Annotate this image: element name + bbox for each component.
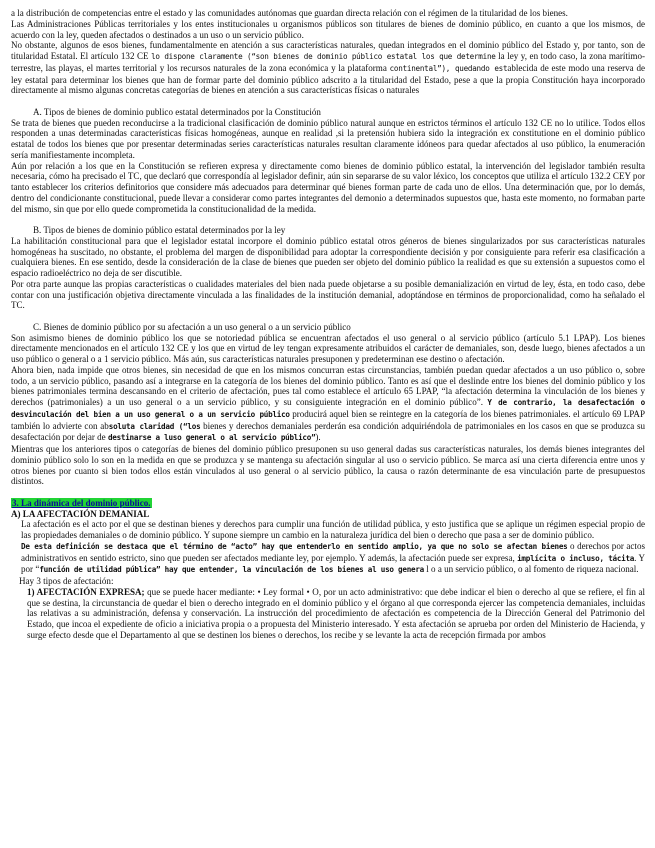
afectacion-p2-emphasis-c: implícita o incluso, tácita	[517, 553, 635, 563]
intro-p3-text-c: la ley y, en todo caso, la zona marítimo-terrestre, las playas, el martes territorial y los recursos naturales de la zona económica y la plataforma	[11, 51, 645, 73]
section-a-paragraph-2: Aún por relación a los que en la Constitución se refieren expresa y directamente como bienes de dominio público estatal, la intervención del legislador también resulta necesaria, cómo ha precisado el TC, que declaró que correspondía al legislador definir, aún sin separarse de su valor léxico, los conceptos que utiliza el artículo 132.2 CEY por tanto establecer los criterios definitorios que considere más adecuados para determinar qué bienes forman parte de cada uno de ellos. Una determinación que, por lo demás, dentro del condicionante constitucional, puede llevar a considerar como partes integrantes del demonio a determinados supuestos que, hasta este momento, no formaban parte del mismo, sin que por ello quede comprometida la constitucionalidad de la medida.	[11, 160, 645, 214]
afectacion-paragraph-1: La afectación es el acto por el que se destinan bienes y derechos para cumplir una función de utilidad pública, y esto justifica que se aplique un régimen especial propio de las propiedades demaniales o de dominio público. Y supone siempre un cambio en la naturaleza jurídica del bien o derecho que pasa a ser de dominio público.	[21, 519, 645, 540]
section-c-heading: C. Bienes de dominio público por su afectación a un uso general o a un servicio público	[33, 321, 351, 332]
afectacion-p2-text-f: l o a un servicio público, o al fomento de riqueza nacional.	[424, 564, 639, 575]
intro-p3-text-e: ablecida de este modo una reserva de ley estatal para determinar los bienes que han de formar parte del dominio público adscrito a la titularidad del Estado, pese a que la propia Constitución haya incorporado directamente al mismo algunas concretas categorías de bienes en atención a sus características físicas o naturales	[11, 62, 645, 96]
afectacion-p2-emphasis-e: función de utilidad pública” hay que entender, la vinculación de los bienes al uso genera	[39, 565, 424, 575]
afectacion-expresa-text: que se puede hacer mediante: • Ley formal • O, por un acto administrativo: que debe indicar el bien o derecho al que se refiere, el fin al que se destina, la circunstancia de quedar el bien o derecho integrado en el dominio público y el órgano al que corresponda ejercer las competencia demaniales, incluidas las relativas a su administración, defensa y conservación. La instrucción del procedimiento de afectación es competencia de la Dirección General del Patrimonio del Estado, que incoa el expediente de oficio a iniciativa propia o a propuesta del Ministerio interesado. Y esta afectación se aprueba por orden del Ministerio de Hacienda, y surge efecto desde que el Departamento al que se destinen los bienes o derechos, los recibe y se levante la acta de recepción firmada por ambos	[27, 586, 645, 640]
section-c-paragraph-3: Mientras que los anteriores tipos o categorías de bienes del dominio público presuponen su uso general dadas sus características naturales, los demás bienes integrantes del dominio público solo lo son en la medida en que se produzca y se mantenga su afectación singular al uso o servicio público. Se marca así una cierta diferencia entre unos y otros bienes por cuanto si bien todos ellos están vinculados al uso general o al servicio público, la causa o razón determinante de esa vinculación parte de presupuestos distintos.	[11, 444, 645, 487]
section-a-heading: A. Tipos de bienes de dominio publico estatal determinados por la Constitución	[33, 106, 321, 117]
intro-paragraph-2: Las Administraciones Públicas territoriales y los entes institucionales u organismos públicos son titulares de bienes de dominio público, en cuanto a que los mismos, de acuerdo con la ley, queden afectados o destinados a un uso o un servicio público.	[11, 18, 645, 40]
section-c-p2-text-g: ).	[315, 432, 321, 443]
intro-p3-emphasis-d: continental”), quedando est	[389, 63, 508, 73]
intro-p3-emphasis-a: lo dispone claramente (“son bienes de dominio público estatal los que determine	[151, 52, 496, 61]
afectacion-expresa-label: 1) AFECTACIÓN EXPRESA;	[27, 586, 145, 597]
section-c-p2-text-e: bienes y derechos demaniales perderán esa condición adquiriéndola de patrimoniales en los casos en que se produzca su desafectación por dejar de	[11, 420, 646, 443]
afectacion-types-intro: Hay 3 tipos de afectación:	[19, 576, 114, 586]
section-c-p2-emphasis-b: Y de contrario, la desafectación o desvinculación del bien a un uso general o a un servicio público	[11, 398, 645, 419]
section-c-p2-emphasis-f: destinarse a luso general o al servicio público”	[107, 433, 316, 443]
intro-p3-text-a: No obstante, algunos de esos bienes, fundamentalmente en atención a sus características naturales, quedan integrados en el dominio público del Estado y, por tanto, son de titularidad Estatal. El artículo 132 CE	[11, 40, 645, 61]
afectacion-paragraph-2	[11, 541, 645, 576]
intro-paragraph-3	[11, 40, 645, 96]
section-c-p2-text-a: Ahora bien, nada impide que otros bienes, sin necesidad de que en los mismos concurran estas circunstancias, también puedan quedar afectados a un uso público o, sobre todo, a un servicio público, pasando así a integrarse en la categoría de los bienes del dominio público. Tanto es así que el deslinde entre los bienes del dominio público y los bienes patrimoniales termina descansando en el criterio de afectación, pues tal como establece el artículo 65 LPAP, “la afectación determina la vinculación de los bienes y derechos (patrimoniales) a un uso general o a un servicio público, y su consiguiente integración en el dominio público”.	[11, 364, 645, 407]
intro-paragraph-1: a la distribución de competencias entre el estado y las comunidades autónomas que guardan directa relación con el régimen de la titularidad de los bienes.	[11, 8, 568, 18]
section-c-p2-emphasis-d: soluta claridad (“los	[108, 421, 201, 431]
afectacion-p2-text-b: o derechos por actos administrativos en sentido estricto, sino que pueden ser afectados mediante ley, por ejemplo. Y además, la afectación puede ser expresa,	[21, 540, 645, 563]
section-b-paragraph-2: Por otra parte aunque las propias características o cualidades materiales del bien nada puede objetarse a su posible demanialización en virtud de ley, ésta, en todo caso, debe contar con una justificación objetiva directamente vinculada a las finalidades de la institución demanial, adoptándose en términos de proporcionalidad, como ha señalado el TC.	[11, 278, 645, 311]
afectacion-p2-emphasis-a: De esta definición se destaca que el término de “acto” hay que entenderlo en sentido amplio, ya que no solo se afectan bienes	[21, 541, 568, 551]
section-3-heading: 3. La dinámica del dominio público.	[12, 497, 151, 508]
section-c-paragraph-2	[11, 365, 645, 444]
section-b-paragraph-1: La habilitación constitucional para que el legislador estatal incorpore el dominio público estatal otros géneros de bienes singularizados por sus características naturales homogéneas ha suscitado, no obstante, el problema del margen de disponibilidad para adoptar la correspondiente decisión y por consiguiente para referir esa clasificación a cualquiera bienes. En ese sentido, desde la consideración de la clase de bienes que pueden ser objeto del dominio público la realidad es que su extensión a supuestos como el espacio radioeléctrico no deja de ser discutible.	[11, 235, 645, 278]
section-c-p2-text-c: producirá aquel bien se reintegre en la categoría de los bienes patrimoniales. el artículo 69 LPAP también lo advierte con ab	[11, 408, 645, 431]
section-a-paragraph-1: Se trata de bienes que pueden reconducirse a la tradicional clasificación de dominio público natural aunque en estrictos términos el artículo 132 CE no lo utilice. Todos ellos responden a unas determinadas características físicas homogéneas, aunque en realidad ,si la pretensión hubiera sido la integración ex constitutione en el dominio público estatal de todos los bienes que por presentar determinadas series características naturales resultan claramente idóneos para quedar afectados al uso público, la enumeración sería manifiestamente incompleta.	[11, 117, 645, 160]
afectacion-p2-text-d: . Y por “	[21, 552, 645, 575]
section-3-heading-line	[11, 498, 645, 509]
afectacion-expresa-item	[11, 587, 645, 641]
section-c-paragraph-1: Son asimismo bienes de dominio público los que se notoriedad pública se encuentran afectados el uso general o al servicio público (artículo 5.1 LPAP). Los bienes directamente mencionados en el artículo 132 CE y los que en virtud de ley tengan expresamente atribuidos el carácter de demaniales, son, desde luego, bienes afectados a un uso público o general o a 1 servicio público. Más aún, sus características naturales presuponen y predeterminan ese destino o afectación.	[11, 332, 645, 364]
section-b-heading: B. Tipos de bienes de dominio público estatal determinados por la ley	[33, 225, 286, 235]
afectacion-demanial-heading: A) LA AFECTACIÓN DEMANIAL	[11, 508, 150, 519]
